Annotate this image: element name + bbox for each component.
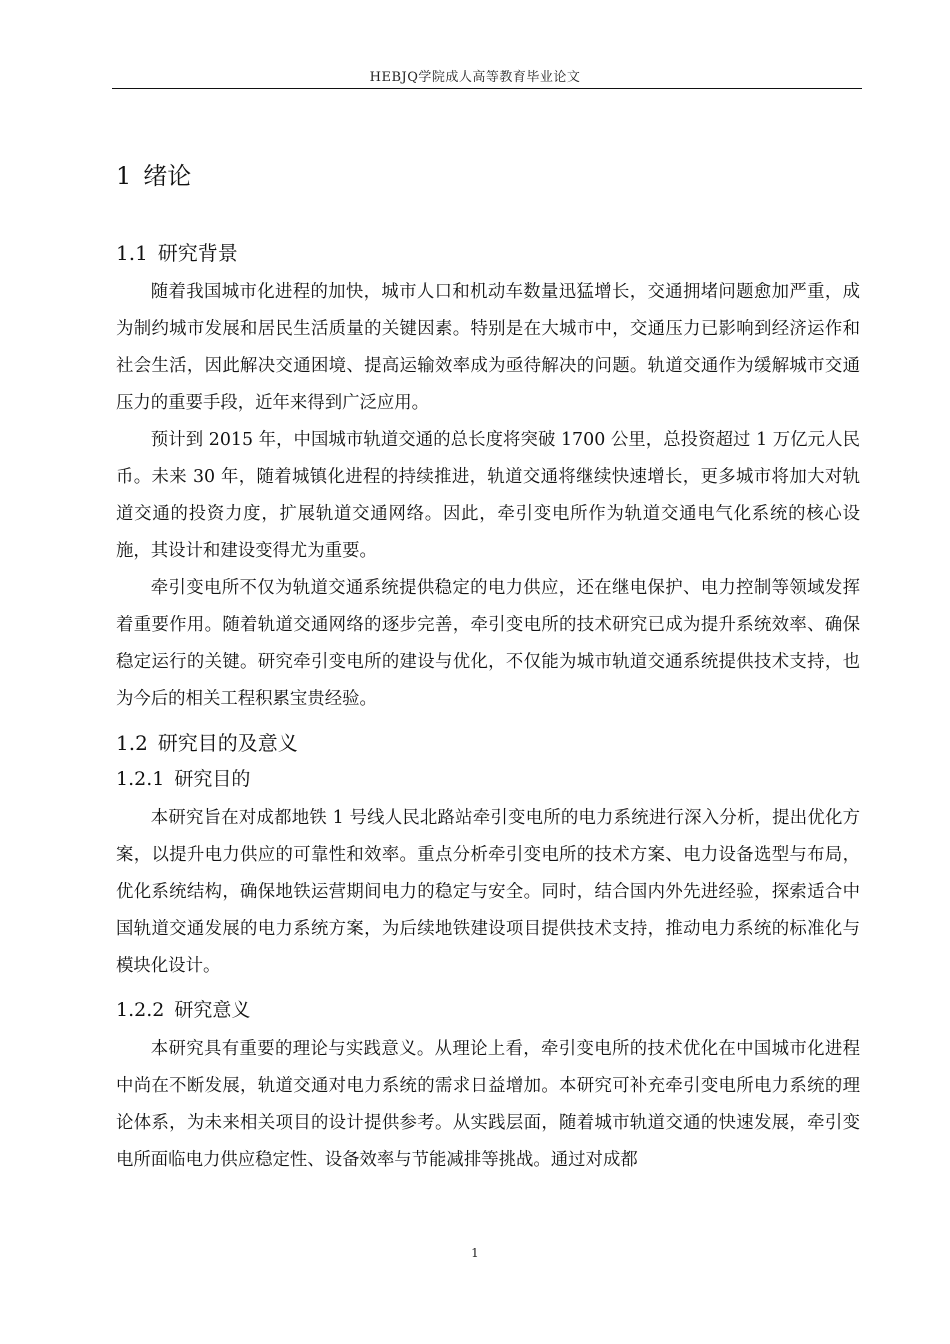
subsection-number: 1.2.2 bbox=[116, 999, 165, 1021]
subsection-number: 1.2.1 bbox=[116, 768, 165, 790]
section-heading-1-2 bbox=[116, 728, 860, 758]
paragraph: 预计到 2015 年，中国城市轨道交通的总长度将突破 1700 公里，总投资超过 1 万亿元人民币。未来 30 年，随着城镇化进程的持续推进，轨道交通将继续快速增长，更多城市将加大对轨道交通的投资力度，扩展轨道交通网络。因此，牵引变电所作为轨道交通电气化系统的核心设施，其设计和建设变得尤为重要。 bbox=[116, 430, 860, 561]
section-title: 研究背景 bbox=[157, 241, 238, 265]
subsection-title: 研究目的 bbox=[174, 768, 251, 790]
section-number: 1.1 bbox=[116, 241, 148, 265]
paragraph: 随着我国城市化进程的加快，城市人口和机动车数量迅猛增长，交通拥堵问题愈加严重，成为制约城市发展和居民生活质量的关键因素。特别是在大城市中，交通压力已影响到经济运作和社会生活，因此解决交通困境、提高运输效率成为亟待解决的问题。轨道交通作为缓解城市交通压力的重要手段，近年来得到广泛应用。 bbox=[116, 282, 860, 413]
subsection-heading-1-2-1 bbox=[116, 764, 860, 794]
header-rule bbox=[112, 88, 862, 89]
chapter-heading bbox=[116, 158, 860, 194]
chapter-number: 1 bbox=[116, 162, 132, 190]
running-header: HEBJQ学院成人高等教育毕业论文 bbox=[369, 70, 581, 85]
section-heading-1-1 bbox=[116, 238, 860, 268]
subsection-title: 研究意义 bbox=[174, 999, 251, 1021]
page-number: 1 bbox=[471, 1246, 479, 1260]
section-number: 1.2 bbox=[116, 731, 148, 755]
paragraph: 牵引变电所不仅为轨道交通系统提供稳定的电力供应，还在继电保护、电力控制等领域发挥着重要作用。随着轨道交通网络的逐步完善，牵引变电所的技术研究已成为提升系统效率、确保稳定运行的关键。研究牵引变电所的建设与优化，不仅能为城市轨道交通系统提供技术支持，也为今后的相关工程积累宝贵经验。 bbox=[116, 578, 860, 709]
paragraph: 本研究具有重要的理论与实践意义。从理论上看，牵引变电所的技术优化在中国城市化进程中尚在不断发展，轨道交通对电力系统的需求日益增加。本研究可补充牵引变电所电力系统的理论体系，为未来相关项目的设计提供参考。从实践层面，随着城市轨道交通的快速发展，牵引变电所面临电力供应稳定性、设备效率与节能减排等挑战。通过对成都 bbox=[116, 1039, 860, 1170]
main-content bbox=[116, 158, 860, 1179]
section-title: 研究目的及意义 bbox=[157, 731, 298, 755]
paragraph: 本研究旨在对成都地铁 1 号线人民北路站牵引变电所的电力系统进行深入分析，提出优化方案，以提升电力供应的可靠性和效率。重点分析牵引变电所的技术方案、电力设备选型与布局，优化系统结构，确保地铁运营期间电力的稳定与安全。同时，结合国内外先进经验，探索适合中国轨道交通发展的电力系统方案，为后续地铁建设项目提供技术支持，推动电力系统的标准化与模块化设计。 bbox=[116, 808, 860, 976]
subsection-heading-1-2-2 bbox=[116, 995, 860, 1025]
chapter-title: 绪论 bbox=[143, 162, 192, 190]
